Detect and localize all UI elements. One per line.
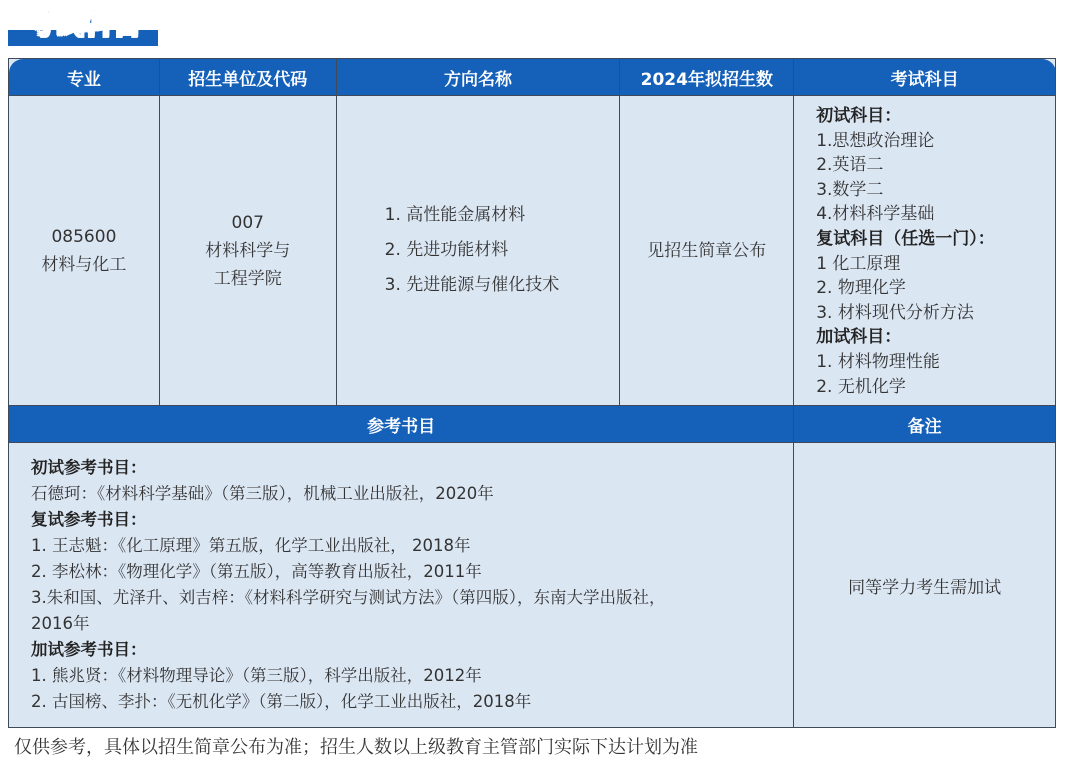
- subject-item: 2.英语二: [816, 155, 884, 176]
- table-header-row: [9, 59, 1056, 96]
- enrollment-value: 见招生简章公布: [647, 240, 767, 261]
- initial-subjects-heading: 初试科目：: [816, 106, 902, 126]
- ref-item: 2016年: [31, 614, 90, 634]
- unit-cell: [159, 96, 336, 406]
- subject-item: 1.思想政治理论: [816, 130, 935, 151]
- header-references: 参考书目: [9, 406, 794, 443]
- section-title: [8, 0, 158, 46]
- table-row: [9, 443, 1056, 728]
- exam-subjects-table: [8, 58, 1056, 728]
- initial-refs-heading: 初试参考书目：: [31, 458, 147, 478]
- direction-item: 1. 高性能金属材料: [384, 205, 526, 226]
- unit-code: 007: [231, 212, 264, 233]
- ref-item: 2. 古国榜、李扑：《无机化学》（第二版），化学工业出版社，2018年: [31, 692, 532, 712]
- subject-item: 2. 物理化学: [816, 278, 906, 299]
- extra-subjects-heading: 加试科目：: [816, 327, 902, 348]
- ref-item: 1. 王志魁：《化工原理》第五版，化学工业出版社， 2018年: [31, 536, 471, 556]
- direction-item: 2. 先进功能材料: [384, 240, 509, 261]
- ref-item: 3.朱和国、尤泽升、刘吉梓：《材料科学研究与测试方法》（第四版），东南大学出版社，: [31, 588, 666, 608]
- unit-name-line2: 工程学院: [213, 268, 282, 289]
- footer-disclaimer: 仅供参考，具体以招生简章公布为准；招生人数以上级教育主管部门实际下达计划为准: [14, 737, 698, 758]
- enrollment-cell: [620, 96, 794, 406]
- major-name: 材料与化工: [41, 254, 127, 275]
- direction-item: 3. 先进能源与催化技术: [384, 275, 560, 296]
- header-subjects: 考试科目: [794, 59, 1056, 96]
- ref-item: 2. 李松林：《物理化学》（第五版），高等教育出版社，2011年: [31, 562, 482, 582]
- references-cell: [9, 443, 794, 728]
- ref-item: 1. 熊兆贤：《材料物理导论》（第三版），科学出版社，2012年: [31, 666, 482, 686]
- header-unit: 招生单位及代码: [159, 59, 336, 96]
- notes-cell: [794, 443, 1056, 728]
- direction-cell: [336, 96, 620, 406]
- table-header-row-2: [9, 406, 1056, 443]
- subjects-cell: [794, 96, 1056, 406]
- major-cell: [9, 96, 160, 406]
- subject-item: 4.材料科学基础: [816, 204, 935, 225]
- note-text: 同等学力考生需加试: [848, 577, 1002, 598]
- header-major: 专业: [9, 59, 160, 96]
- section-title-text: 考试科目: [26, 7, 143, 40]
- subject-item: 1. 材料物理性能: [816, 351, 940, 372]
- header-direction: 方向名称: [336, 59, 620, 96]
- extra-refs-heading: 加试参考书目：: [31, 640, 147, 660]
- ref-item: 石德珂：《材料科学基础》（第三版），机械工业出版社，2020年: [31, 484, 494, 504]
- retest-subjects-heading: 复试科目（任选一门）：: [816, 228, 995, 249]
- major-code: 085600: [51, 226, 117, 247]
- subject-item: 3. 材料现代分析方法: [816, 302, 974, 323]
- retest-refs-heading: 复试参考书目：: [31, 510, 147, 530]
- subject-item: 3.数学二: [816, 179, 884, 200]
- header-enrollment: 2024年拟招生数: [620, 59, 794, 96]
- subject-item: 1 化工原理: [816, 253, 901, 274]
- header-notes: 备注: [794, 406, 1056, 443]
- subject-item: 2. 无机化学: [816, 376, 906, 397]
- table-row: [9, 96, 1056, 406]
- unit-name-line1: 材料科学与: [205, 240, 291, 261]
